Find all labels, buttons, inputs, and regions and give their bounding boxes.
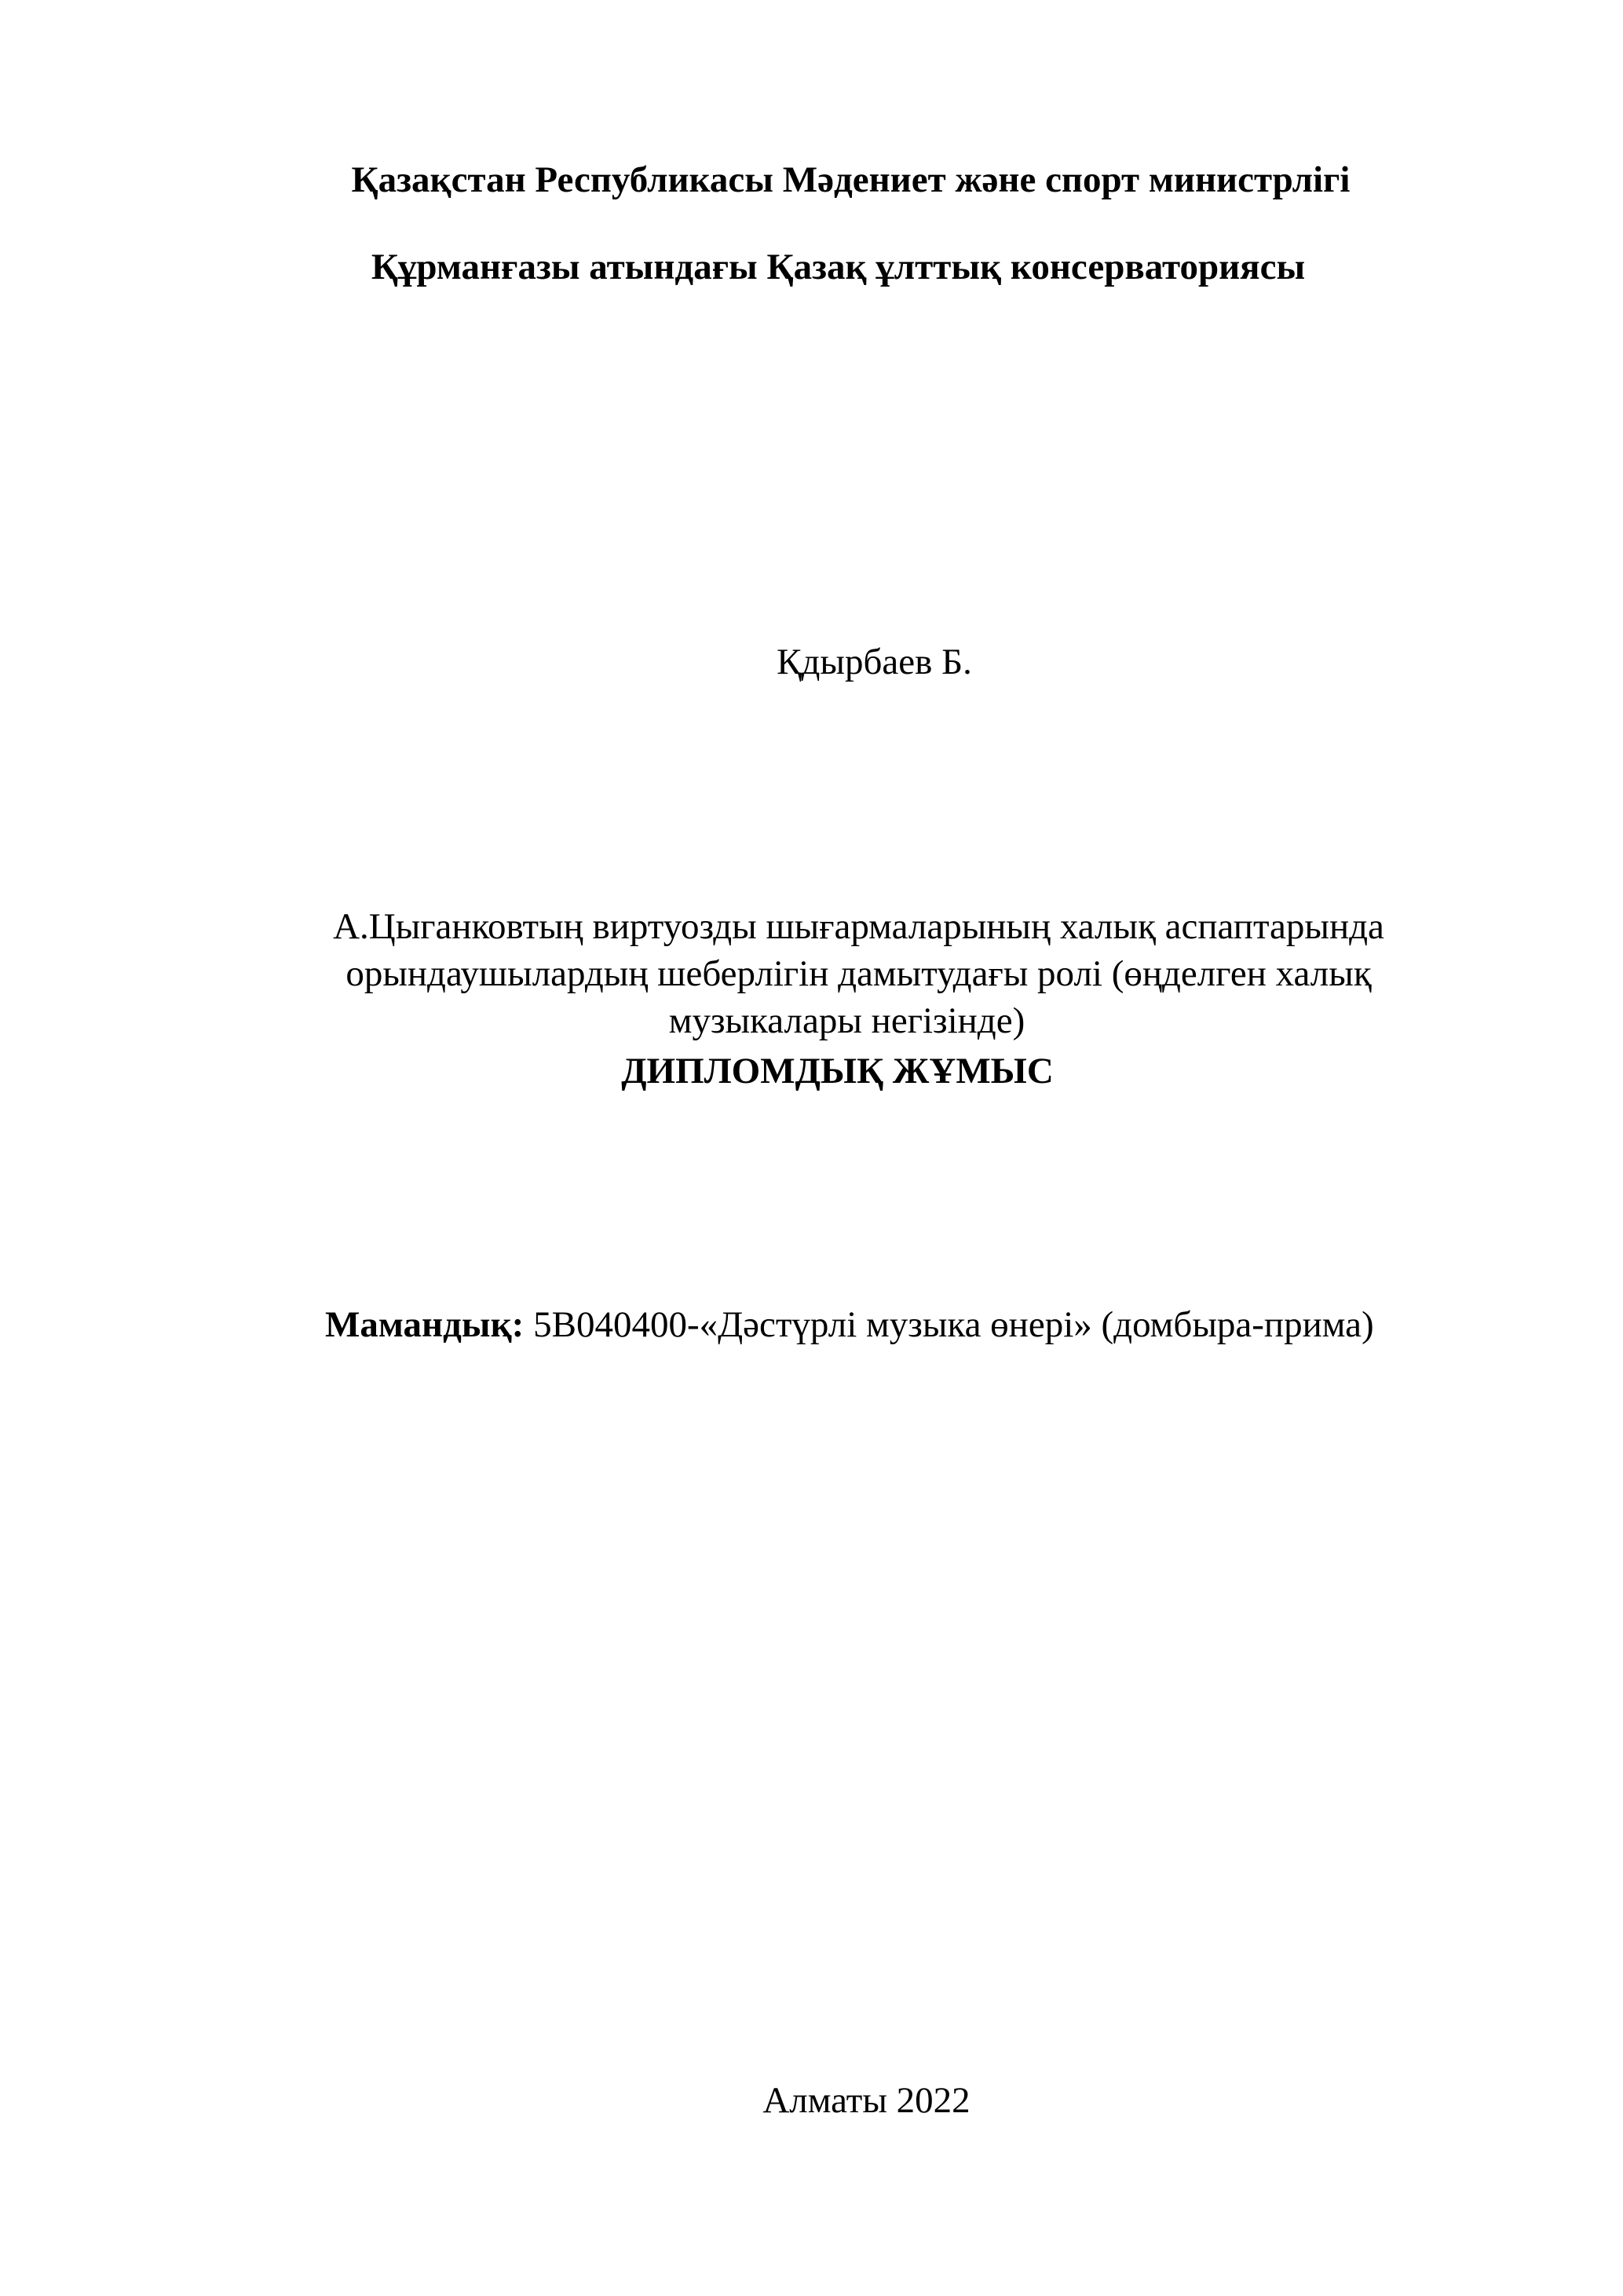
thesis-title-line-3: музыкалары негізінде) [668,1000,1025,1041]
specialty-value: 5В040400-«Дәстүрлі музыка өнері» (домбыра-прима) [533,1304,1374,1345]
thesis-title-block [0,903,1623,1095]
specialty-line [325,1300,1374,1349]
thesis-title-line-2: орындаушылардың шеберлігін дамытудағы ролі (өңделген халық [345,953,1372,994]
author-name: Қдырбаев Б. [777,642,972,682]
ministry-heading: Қазақстан Республикасы Мәдениет және спорт министрлігі [351,159,1351,200]
city-year: Алматы 2022 [762,2080,971,2121]
institution-heading: Құрманғазы атындағы Қазақ ұлттық консерваториясы [371,247,1306,287]
document-type-heading: ДИПЛОМДЫҚ ЖҰМЫС [621,1051,1054,1091]
thesis-title-line-1: А.Цыганковтың виртуозды шығармаларының халық аспаптарында [333,906,1384,947]
specialty-label: Мамандық: [325,1304,525,1345]
